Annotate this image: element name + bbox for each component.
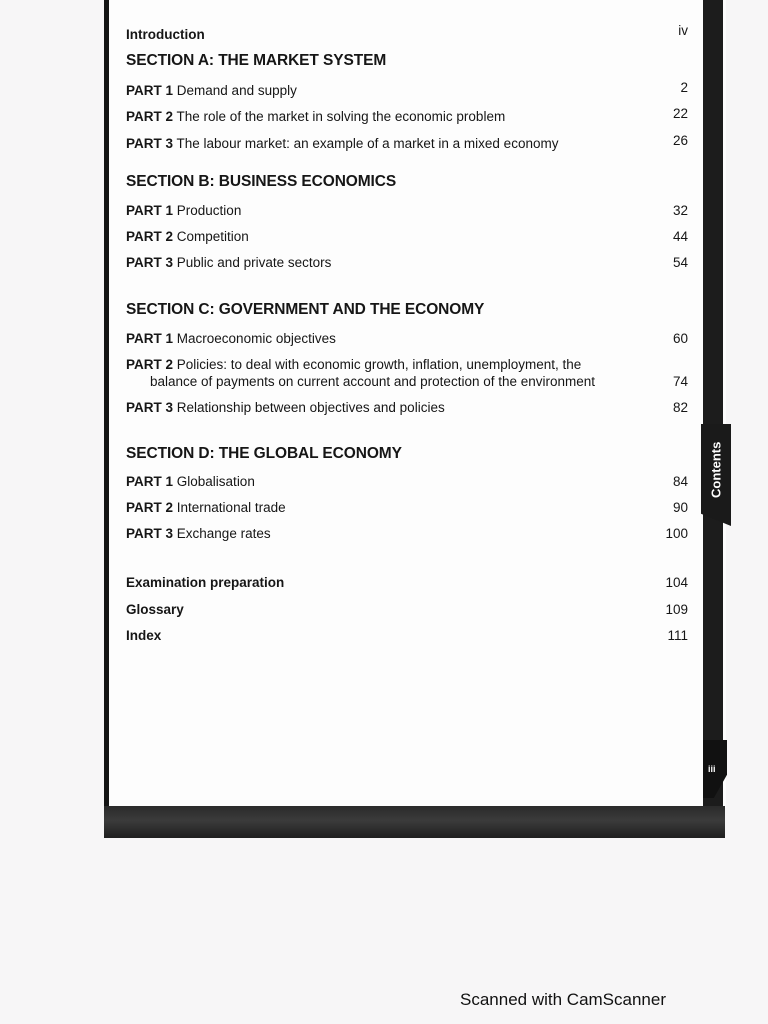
part-number: PART 3 <box>126 526 174 541</box>
part-title: Macroeconomic objectives <box>176 331 336 346</box>
toc-entry-page: 60 <box>672 331 688 346</box>
part-title: The labour market: an example of a market in a mixed economy <box>176 136 559 151</box>
toc-entry-page: iv <box>678 23 688 38</box>
part-title: Globalisation <box>176 474 255 489</box>
part-title: The role of the market in solving the economic problem <box>176 109 506 124</box>
toc-entry-page: 84 <box>672 474 688 489</box>
page-number: iii <box>708 764 716 774</box>
toc-entry-page: 2 <box>680 80 688 95</box>
part-number: PART 1 <box>126 331 174 346</box>
scanner-watermark: Scanned with CamScanner <box>460 990 667 1009</box>
part-number: PART 3 <box>126 255 174 270</box>
section-heading: SECTION A: THE MARKET SYSTEM <box>126 52 387 69</box>
part-number: PART 1 <box>126 83 174 98</box>
toc-entry-page: 26 <box>672 133 688 148</box>
part-title: Competition <box>176 229 249 244</box>
toc-entry-page: 74 <box>672 374 688 389</box>
toc-entry-page: 90 <box>672 500 688 515</box>
toc-entry-page: 100 <box>665 526 688 541</box>
section-heading: SECTION C: GOVERNMENT AND THE ECONOMY <box>126 301 485 318</box>
toc-entry-page: 44 <box>672 229 688 244</box>
part-number: PART 2 <box>126 357 174 372</box>
toc-entry-page: 109 <box>665 602 688 617</box>
part-title: International trade <box>176 500 286 515</box>
toc-entry-page: 104 <box>665 575 688 590</box>
part-number: PART 1 <box>126 474 174 489</box>
part-title: Demand and supply <box>176 83 297 98</box>
toc-entry-page: 22 <box>672 106 688 121</box>
part-number: PART 2 <box>126 500 174 515</box>
part-number: PART 1 <box>126 203 174 218</box>
toc-entry-label: Glossary <box>126 602 184 617</box>
part-title: Public and private sectors <box>176 255 332 270</box>
toc-entry-page: 111 <box>667 628 688 643</box>
part-title-continued: balance of payments on current account and protection of the environment <box>150 374 596 389</box>
page-edge-strip <box>703 0 723 808</box>
toc-entry-page: 32 <box>672 203 688 218</box>
part-title: Relationship between objectives and policies <box>176 400 445 415</box>
toc-entry-label: Introduction <box>126 27 205 42</box>
section-heading: SECTION D: THE GLOBAL ECONOMY <box>126 445 402 462</box>
part-title: Exchange rates <box>176 526 271 541</box>
toc-entry-label: Index <box>126 628 162 643</box>
part-number: PART 2 <box>126 109 174 124</box>
toc-entry-label: Examination preparation <box>126 575 285 590</box>
part-number: PART 2 <box>126 229 174 244</box>
contents-tab-label: Contents <box>708 441 724 499</box>
part-title: Production <box>176 203 242 218</box>
section-heading: SECTION B: BUSINESS ECONOMICS <box>126 173 397 190</box>
part-title: Policies: to deal with economic growth, inflation, unemployment, the <box>176 357 582 372</box>
toc-entry-page: 54 <box>672 255 688 270</box>
page-bottom-bar <box>104 806 725 838</box>
part-number: PART 3 <box>126 400 174 415</box>
toc-entry-page: 82 <box>672 400 688 415</box>
part-number: PART 3 <box>126 136 174 151</box>
